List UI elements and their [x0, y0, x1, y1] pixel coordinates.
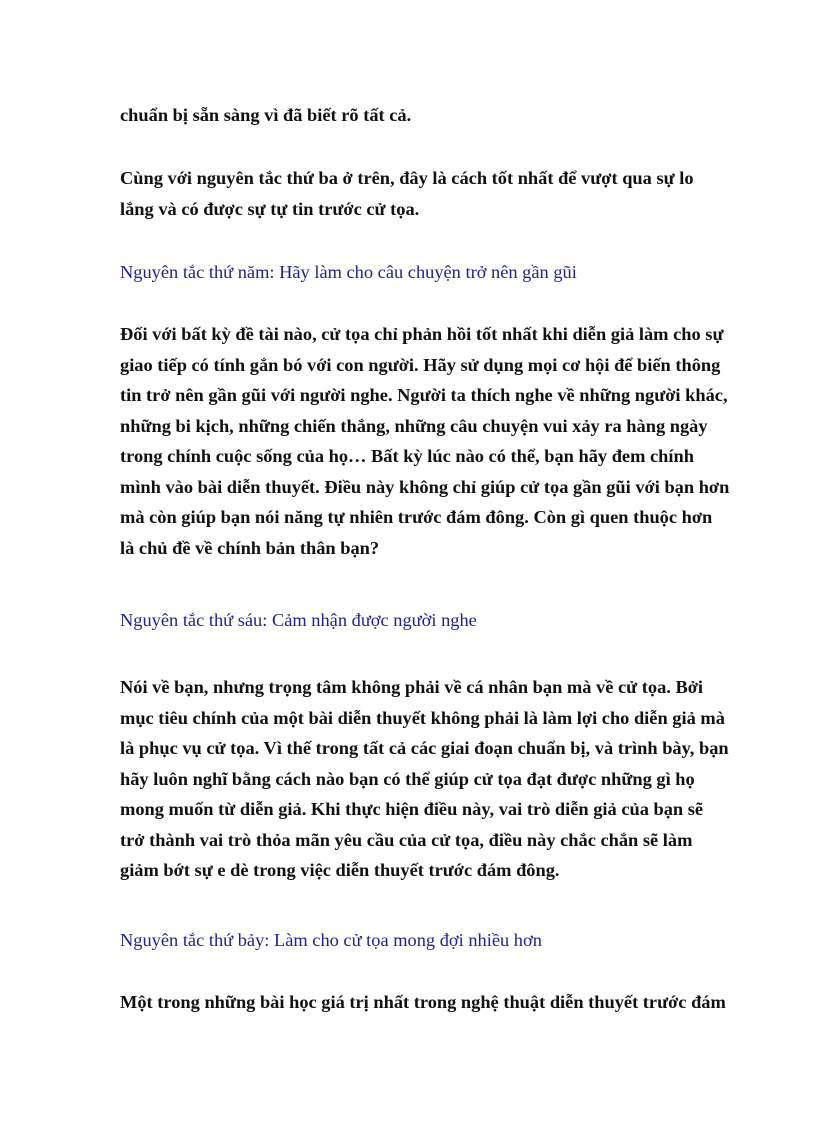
text-line: hãy luôn nghĩ bằng cách nào bạn có thể giúp cử tọa đạt được những gì họ: [120, 768, 695, 789]
text-line: giảm bớt sự e dè trong việc diễn thuyết trước đám đông.: [120, 860, 560, 880]
text-line: chuẩn bị sẵn sàng vì đã biết rõ tất cả.: [120, 105, 412, 125]
text-line: mong muốn từ diễn giả. Khi thực hiện điều này, vai trò diễn giả của bạn sẽ: [120, 799, 704, 819]
text-line: lắng và có được sự tự tin trước cử tọa.: [120, 198, 420, 219]
text-line: tin trở nên gần gũi với người nghe. Người ta thích nghe về những người khác,: [120, 385, 728, 405]
text-line: Đối với bất kỳ đề tài nào, cử tọa chỉ phản hồi tốt nhất khi diễn giả làm cho sự: [120, 324, 724, 344]
text-line: trở thành vai trò thỏa mãn yêu cầu của cử tọa, điều này chắc chắn sẽ làm: [120, 829, 693, 850]
heading-principle-seven: [120, 925, 720, 956]
heading-text: Nguyên tắc thứ năm: Hãy làm cho câu chuyện trở nên gần gũi: [120, 262, 577, 282]
text-line: trong chính cuộc sống của họ… Bất kỳ lúc nào có thể, bạn hãy đem chính: [120, 446, 694, 466]
paragraph-principle-six: [120, 672, 729, 886]
text-line: những bi kịch, những chiến thắng, những câu chuyện vui xảy ra hàng ngày: [120, 415, 708, 436]
text-line: mục tiêu chính của một bài diễn thuyết không phải là làm lợi cho diễn giả mà: [120, 707, 725, 728]
heading-text: Nguyên tắc thứ sáu: Cảm nhận được người nghe: [120, 610, 477, 630]
heading-text: Nguyên tắc thứ bảy: Làm cho cử tọa mong đợi nhiều hơn: [120, 930, 542, 950]
paragraph-principle-five: [120, 319, 730, 563]
paragraph-continuation: [120, 100, 720, 131]
text-line: Nói về bạn, nhưng trọng tâm không phải về cá nhân bạn mà về cử tọa. Bởi: [120, 677, 704, 697]
text-line: mình vào bài diễn thuyết. Điều này không chỉ giúp cử tọa gần gũi với bạn hơn: [120, 476, 730, 497]
heading-principle-six: [120, 605, 720, 636]
text-line: là chủ đề về chính bản thân bạn?: [120, 537, 380, 558]
text-line: mà còn giúp bạn nói năng tự nhiên trước đám đông. Còn gì quen thuộc hơn: [120, 507, 713, 527]
heading-principle-five: [120, 257, 720, 288]
text-line: Cùng với nguyên tắc thứ ba ở trên, đây là cách tốt nhất để vượt qua sự lo: [120, 168, 694, 188]
text-line: Một trong những bài học giá trị nhất trong nghệ thuật diễn thuyết trước đám: [120, 992, 726, 1012]
paragraph-confidence: [120, 163, 720, 224]
text-line: giao tiếp có tính gắn bó với con người. Hãy sử dụng mọi cơ hội để biến thông: [120, 354, 721, 375]
text-line: là phục vụ cử tọa. Vì thế trong tất cả các giai đoạn chuẩn bị, và trình bày, bạn: [120, 738, 729, 758]
paragraph-principle-seven: [120, 987, 726, 1018]
